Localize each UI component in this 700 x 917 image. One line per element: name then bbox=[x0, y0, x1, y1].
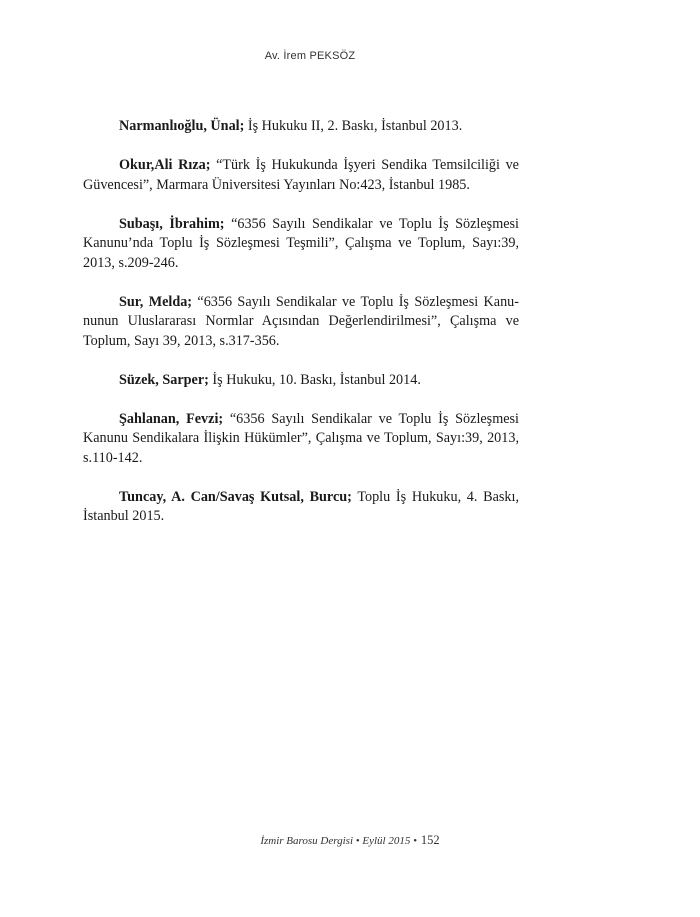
journal-name: İzmir Barosu Dergisi • Eylül 2015 • bbox=[260, 835, 417, 847]
reference-text: Toplu İş Hukuku, 4. Baskı, İstanbul 2015. bbox=[83, 488, 519, 524]
reference-entry bbox=[83, 215, 519, 274]
reference-author: Tuncay, A. Can/Savaş Kutsal, Burcu; bbox=[119, 488, 352, 505]
reference-author: Sur, Melda; bbox=[119, 293, 193, 310]
page-footer bbox=[0, 833, 700, 848]
reference-author: Subaşı, İbrahim; bbox=[119, 215, 225, 232]
reference-text: “6356 Sayılı Sendikalar ve Toplu İş Sözleşmesi Kanununun Uluslararası Normlar Açısından Değerlendirilmesi”, Çalışma ve Toplum, Sayı 39, 2013, s.317-356. bbox=[83, 293, 519, 349]
reference-author: Narmanlıoğlu, Ünal; bbox=[119, 118, 245, 134]
reference-text: İş Hukuku II, 2. Baskı, İstanbul 2013. bbox=[244, 118, 463, 134]
page-number: 152 bbox=[420, 833, 440, 847]
reference-entry bbox=[83, 371, 519, 391]
reference-entry bbox=[83, 156, 519, 195]
reference-entry bbox=[83, 117, 519, 137]
reference-text: İş Hukuku, 10. Baskı, İstanbul 2014. bbox=[208, 371, 421, 388]
reference-text: “Türk İş Hukukunda İşyeri Sendika Temsilciliği ve Güvencesi”, Marmara Üniversitesi Yayınları No:423, İstanbul 1985. bbox=[83, 157, 519, 193]
reference-author: Şahlanan, Fevzi; bbox=[119, 410, 224, 427]
reference-entry bbox=[83, 293, 519, 352]
reference-entry bbox=[83, 410, 519, 469]
reference-author: Süzek, Sarper; bbox=[119, 371, 209, 388]
reference-text: “6356 Sayılı Sendikalar ve Toplu İş Sözleşmesi Kanunu Sendikalara İlişkin Hükümler”, Çalışma ve Toplum, Sayı:39, 2013, s.110-142. bbox=[83, 410, 519, 466]
reference-entry bbox=[83, 488, 519, 527]
running-header: Av. İrem PEKSÖZ bbox=[264, 50, 356, 62]
reference-author: Okur,Ali Rıza; bbox=[119, 157, 211, 173]
bibliography bbox=[83, 117, 519, 546]
reference-text: “6356 Sayılı Sendikalar ve Toplu İş Sözleşmesi Kanunu’nda Toplu İş Sözleşmesi Teşmili”, Çalışma ve Toplum, Sayı:39, 2013, s.209-246. bbox=[83, 215, 519, 271]
